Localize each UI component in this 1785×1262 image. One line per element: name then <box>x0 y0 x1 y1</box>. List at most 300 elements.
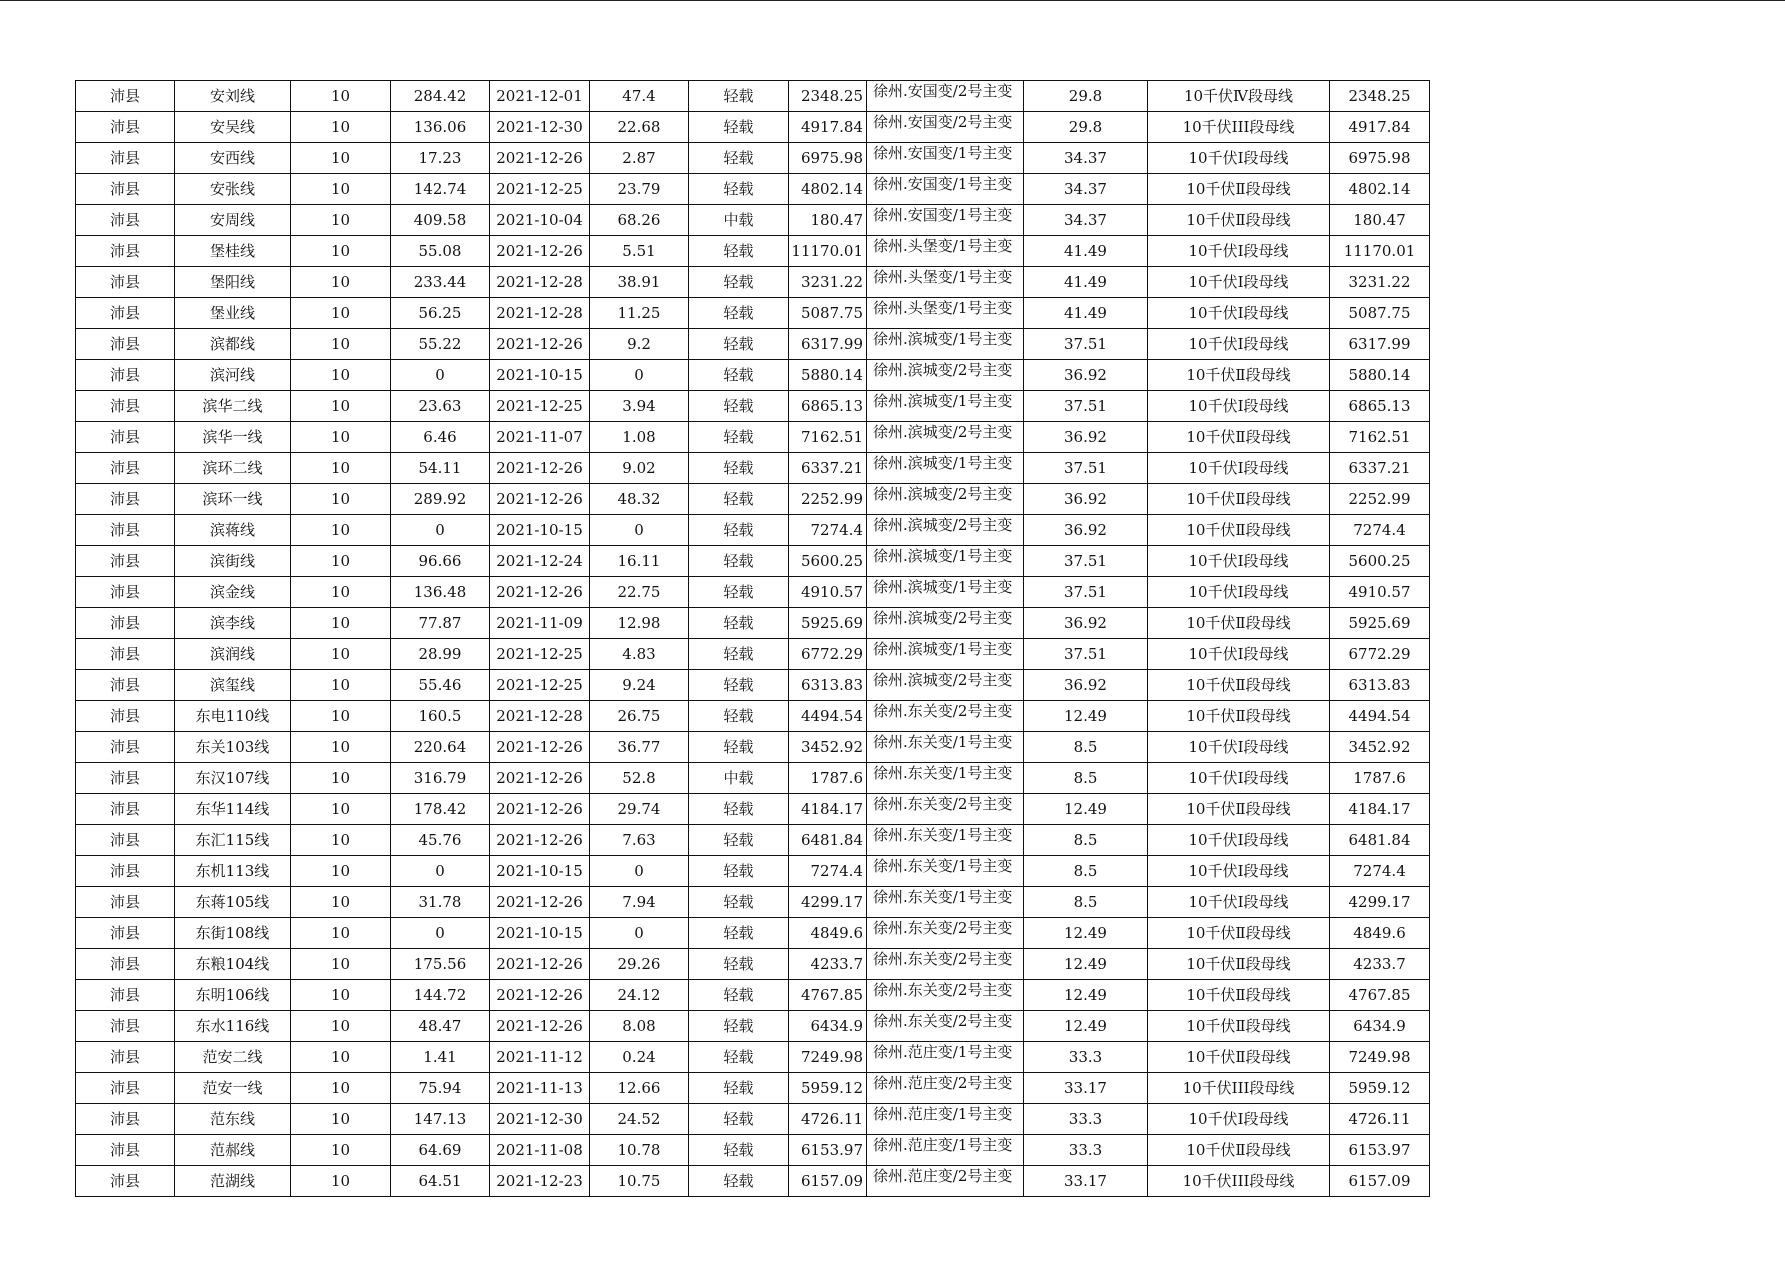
remaining-capacity-cell: 5087.75 <box>1330 298 1430 329</box>
load-rate-cell: 9.02 <box>590 453 689 484</box>
table-row <box>76 918 1430 949</box>
transformer-load-rate-cell: 33.3 <box>1024 1042 1148 1073</box>
bus-section-cell: 10千伏Ⅱ段母线 <box>1148 980 1330 1011</box>
substation-transformer-cell <box>867 329 1024 360</box>
substation-transformer-text: 徐州.东关变/2号主变 <box>873 1012 1013 1030</box>
bus-section-cell: 10千伏III段母线 <box>1148 1073 1330 1104</box>
substation-transformer-cell <box>867 546 1024 577</box>
county-cell: 沛县 <box>76 763 175 794</box>
remaining-capacity-cell: 5880.14 <box>1330 360 1430 391</box>
voltage-cell: 10 <box>291 670 391 701</box>
remaining-capacity-cell: 4910.57 <box>1330 577 1430 608</box>
load-status-cell: 轻载 <box>689 949 789 980</box>
available-capacity-cell: 4233.7 <box>789 949 867 980</box>
bus-section-cell: 10千伏Ⅰ段母线 <box>1148 267 1330 298</box>
table-row <box>76 81 1430 112</box>
voltage-cell: 10 <box>291 577 391 608</box>
county-cell: 沛县 <box>76 918 175 949</box>
date-cell: 2021-11-07 <box>490 422 590 453</box>
remaining-capacity-cell: 7249.98 <box>1330 1042 1430 1073</box>
load-rate-cell: 52.8 <box>590 763 689 794</box>
date-cell: 2021-10-15 <box>490 360 590 391</box>
table-row <box>76 205 1430 236</box>
table-row <box>76 1104 1430 1135</box>
table-row <box>76 1011 1430 1042</box>
load-rate-cell: 0 <box>590 360 689 391</box>
date-cell: 2021-12-24 <box>490 546 590 577</box>
load-value-cell: 136.48 <box>391 577 490 608</box>
table-row <box>76 794 1430 825</box>
county-cell: 沛县 <box>76 515 175 546</box>
substation-transformer-text: 徐州.滨城变/1号主变 <box>873 547 1013 565</box>
available-capacity-cell: 5087.75 <box>789 298 867 329</box>
feeder-load-table <box>75 80 1430 1197</box>
substation-transformer-cell <box>867 484 1024 515</box>
bus-section-cell: 10千伏Ⅳ段母线 <box>1148 81 1330 112</box>
load-status-cell: 轻载 <box>689 1104 789 1135</box>
table-row <box>76 608 1430 639</box>
load-rate-cell: 16.11 <box>590 546 689 577</box>
remaining-capacity-cell: 3231.22 <box>1330 267 1430 298</box>
load-rate-cell: 9.2 <box>590 329 689 360</box>
load-rate-cell: 38.91 <box>590 267 689 298</box>
transformer-load-rate-cell: 12.49 <box>1024 794 1148 825</box>
table-row <box>76 174 1430 205</box>
voltage-cell: 10 <box>291 81 391 112</box>
substation-transformer-cell <box>867 577 1024 608</box>
substation-transformer-cell <box>867 174 1024 205</box>
date-cell: 2021-12-26 <box>490 794 590 825</box>
load-rate-cell: 12.66 <box>590 1073 689 1104</box>
substation-transformer-text: 徐州.东关变/1号主变 <box>873 733 1013 751</box>
date-cell: 2021-12-26 <box>490 887 590 918</box>
table-row <box>76 639 1430 670</box>
county-cell: 沛县 <box>76 298 175 329</box>
county-cell: 沛县 <box>76 1104 175 1135</box>
date-cell: 2021-12-26 <box>490 236 590 267</box>
table-row <box>76 329 1430 360</box>
bus-section-cell: 10千伏III段母线 <box>1148 112 1330 143</box>
voltage-cell: 10 <box>291 825 391 856</box>
line-name-cell: 滨河线 <box>175 360 291 391</box>
bus-section-cell: 10千伏Ⅱ段母线 <box>1148 484 1330 515</box>
load-rate-cell: 7.94 <box>590 887 689 918</box>
date-cell: 2021-12-23 <box>490 1166 590 1197</box>
transformer-load-rate-cell: 36.92 <box>1024 670 1148 701</box>
load-rate-cell: 4.83 <box>590 639 689 670</box>
table-row <box>76 546 1430 577</box>
table-row <box>76 484 1430 515</box>
available-capacity-cell: 4767.85 <box>789 980 867 1011</box>
load-rate-cell: 29.74 <box>590 794 689 825</box>
substation-transformer-cell <box>867 1104 1024 1135</box>
county-cell: 沛县 <box>76 453 175 484</box>
county-cell: 沛县 <box>76 391 175 422</box>
load-value-cell: 64.51 <box>391 1166 490 1197</box>
load-value-cell: 28.99 <box>391 639 490 670</box>
load-value-cell: 77.87 <box>391 608 490 639</box>
date-cell: 2021-12-28 <box>490 701 590 732</box>
available-capacity-cell: 6865.13 <box>789 391 867 422</box>
line-name-cell: 东蒋105线 <box>175 887 291 918</box>
bus-section-cell: 10千伏Ⅱ段母线 <box>1148 174 1330 205</box>
date-cell: 2021-12-26 <box>490 1011 590 1042</box>
bus-section-cell: 10千伏Ⅱ段母线 <box>1148 515 1330 546</box>
bus-section-cell: 10千伏Ⅰ段母线 <box>1148 887 1330 918</box>
voltage-cell: 10 <box>291 732 391 763</box>
available-capacity-cell: 5925.69 <box>789 608 867 639</box>
substation-transformer-cell <box>867 980 1024 1011</box>
substation-transformer-text: 徐州.范庄变/2号主变 <box>873 1074 1013 1092</box>
substation-transformer-text: 徐州.范庄变/1号主变 <box>873 1043 1013 1061</box>
load-status-cell: 轻载 <box>689 1011 789 1042</box>
date-cell: 2021-11-09 <box>490 608 590 639</box>
bus-section-cell: 10千伏III段母线 <box>1148 1166 1330 1197</box>
page-top-rule <box>0 0 1785 1</box>
bus-section-cell: 10千伏Ⅰ段母线 <box>1148 453 1330 484</box>
load-value-cell: 142.74 <box>391 174 490 205</box>
voltage-cell: 10 <box>291 949 391 980</box>
load-value-cell: 48.47 <box>391 1011 490 1042</box>
line-name-cell: 滨华一线 <box>175 422 291 453</box>
substation-transformer-cell <box>867 205 1024 236</box>
remaining-capacity-cell: 3452.92 <box>1330 732 1430 763</box>
substation-transformer-cell <box>867 732 1024 763</box>
transformer-load-rate-cell: 34.37 <box>1024 205 1148 236</box>
bus-section-cell: 10千伏Ⅰ段母线 <box>1148 143 1330 174</box>
voltage-cell: 10 <box>291 422 391 453</box>
line-name-cell: 安西线 <box>175 143 291 174</box>
load-value-cell: 147.13 <box>391 1104 490 1135</box>
load-rate-cell: 5.51 <box>590 236 689 267</box>
line-name-cell: 东华114线 <box>175 794 291 825</box>
load-value-cell: 144.72 <box>391 980 490 1011</box>
remaining-capacity-cell: 6772.29 <box>1330 639 1430 670</box>
voltage-cell: 10 <box>291 236 391 267</box>
county-cell: 沛县 <box>76 1042 175 1073</box>
county-cell: 沛县 <box>76 1135 175 1166</box>
transformer-load-rate-cell: 41.49 <box>1024 298 1148 329</box>
available-capacity-cell: 4184.17 <box>789 794 867 825</box>
remaining-capacity-cell: 6153.97 <box>1330 1135 1430 1166</box>
bus-section-cell: 10千伏Ⅱ段母线 <box>1148 608 1330 639</box>
load-status-cell: 轻载 <box>689 112 789 143</box>
load-value-cell: 45.76 <box>391 825 490 856</box>
substation-transformer-cell <box>867 143 1024 174</box>
remaining-capacity-cell: 4184.17 <box>1330 794 1430 825</box>
available-capacity-cell: 4494.54 <box>789 701 867 732</box>
available-capacity-cell: 6337.21 <box>789 453 867 484</box>
line-name-cell: 东水116线 <box>175 1011 291 1042</box>
line-name-cell: 安张线 <box>175 174 291 205</box>
table-row <box>76 391 1430 422</box>
county-cell: 沛县 <box>76 546 175 577</box>
transformer-load-rate-cell: 37.51 <box>1024 546 1148 577</box>
load-value-cell: 23.63 <box>391 391 490 422</box>
load-status-cell: 轻载 <box>689 453 789 484</box>
available-capacity-cell: 6481.84 <box>789 825 867 856</box>
date-cell: 2021-12-26 <box>490 949 590 980</box>
date-cell: 2021-10-15 <box>490 856 590 887</box>
substation-transformer-text: 徐州.滨城变/1号主变 <box>873 640 1013 658</box>
remaining-capacity-cell: 5925.69 <box>1330 608 1430 639</box>
bus-section-cell: 10千伏Ⅱ段母线 <box>1148 1042 1330 1073</box>
voltage-cell: 10 <box>291 1166 391 1197</box>
remaining-capacity-cell: 2252.99 <box>1330 484 1430 515</box>
line-name-cell: 东机113线 <box>175 856 291 887</box>
voltage-cell: 10 <box>291 546 391 577</box>
county-cell: 沛县 <box>76 112 175 143</box>
line-name-cell: 范安一线 <box>175 1073 291 1104</box>
county-cell: 沛县 <box>76 794 175 825</box>
date-cell: 2021-12-26 <box>490 484 590 515</box>
transformer-load-rate-cell: 36.92 <box>1024 608 1148 639</box>
load-rate-cell: 24.12 <box>590 980 689 1011</box>
remaining-capacity-cell: 6157.09 <box>1330 1166 1430 1197</box>
load-rate-cell: 1.08 <box>590 422 689 453</box>
remaining-capacity-cell: 4726.11 <box>1330 1104 1430 1135</box>
county-cell: 沛县 <box>76 422 175 453</box>
voltage-cell: 10 <box>291 639 391 670</box>
available-capacity-cell: 5880.14 <box>789 360 867 391</box>
line-name-cell: 东汇115线 <box>175 825 291 856</box>
bus-section-cell: 10千伏Ⅰ段母线 <box>1148 639 1330 670</box>
bus-section-cell: 10千伏Ⅱ段母线 <box>1148 701 1330 732</box>
date-cell: 2021-12-26 <box>490 577 590 608</box>
available-capacity-cell: 4299.17 <box>789 887 867 918</box>
load-status-cell: 轻载 <box>689 81 789 112</box>
transformer-load-rate-cell: 33.17 <box>1024 1166 1148 1197</box>
date-cell: 2021-12-26 <box>490 143 590 174</box>
remaining-capacity-cell: 2348.25 <box>1330 81 1430 112</box>
available-capacity-cell: 6153.97 <box>789 1135 867 1166</box>
voltage-cell: 10 <box>291 453 391 484</box>
table-row <box>76 422 1430 453</box>
voltage-cell: 10 <box>291 918 391 949</box>
voltage-cell: 10 <box>291 360 391 391</box>
bus-section-cell: 10千伏Ⅰ段母线 <box>1148 391 1330 422</box>
voltage-cell: 10 <box>291 329 391 360</box>
bus-section-cell: 10千伏Ⅰ段母线 <box>1148 732 1330 763</box>
substation-transformer-text: 徐州.东关变/2号主变 <box>873 919 1013 937</box>
remaining-capacity-cell: 11170.01 <box>1330 236 1430 267</box>
transformer-load-rate-cell: 37.51 <box>1024 391 1148 422</box>
available-capacity-cell: 3452.92 <box>789 732 867 763</box>
available-capacity-cell: 6434.9 <box>789 1011 867 1042</box>
county-cell: 沛县 <box>76 670 175 701</box>
substation-transformer-cell <box>867 856 1024 887</box>
county-cell: 沛县 <box>76 608 175 639</box>
available-capacity-cell: 11170.01 <box>789 236 867 267</box>
date-cell: 2021-12-26 <box>490 763 590 794</box>
load-value-cell: 75.94 <box>391 1073 490 1104</box>
table-body <box>76 81 1430 1197</box>
available-capacity-cell: 3231.22 <box>789 267 867 298</box>
available-capacity-cell: 2348.25 <box>789 81 867 112</box>
remaining-capacity-cell: 7162.51 <box>1330 422 1430 453</box>
load-status-cell: 轻载 <box>689 1042 789 1073</box>
available-capacity-cell: 180.47 <box>789 205 867 236</box>
substation-transformer-text: 徐州.范庄变/1号主变 <box>873 1136 1013 1154</box>
transformer-load-rate-cell: 8.5 <box>1024 825 1148 856</box>
voltage-cell: 10 <box>291 1073 391 1104</box>
remaining-capacity-cell: 4767.85 <box>1330 980 1430 1011</box>
substation-transformer-cell <box>867 453 1024 484</box>
load-value-cell: 6.46 <box>391 422 490 453</box>
load-rate-cell: 10.75 <box>590 1166 689 1197</box>
county-cell: 沛县 <box>76 174 175 205</box>
remaining-capacity-cell: 6434.9 <box>1330 1011 1430 1042</box>
substation-transformer-text: 徐州.安国变/1号主变 <box>873 206 1013 224</box>
date-cell: 2021-12-25 <box>490 174 590 205</box>
available-capacity-cell: 5600.25 <box>789 546 867 577</box>
county-cell: 沛县 <box>76 267 175 298</box>
substation-transformer-text: 徐州.滨城变/1号主变 <box>873 578 1013 596</box>
line-name-cell: 范湖线 <box>175 1166 291 1197</box>
substation-transformer-text: 徐州.滨城变/2号主变 <box>873 516 1013 534</box>
substation-transformer-text: 徐州.滨城变/1号主变 <box>873 454 1013 472</box>
voltage-cell: 10 <box>291 267 391 298</box>
line-name-cell: 东粮104线 <box>175 949 291 980</box>
load-rate-cell: 0.24 <box>590 1042 689 1073</box>
transformer-load-rate-cell: 12.49 <box>1024 949 1148 980</box>
load-rate-cell: 3.94 <box>590 391 689 422</box>
load-status-cell: 轻载 <box>689 546 789 577</box>
transformer-load-rate-cell: 12.49 <box>1024 980 1148 1011</box>
load-status-cell: 轻载 <box>689 701 789 732</box>
load-value-cell: 220.64 <box>391 732 490 763</box>
transformer-load-rate-cell: 37.51 <box>1024 639 1148 670</box>
bus-section-cell: 10千伏Ⅰ段母线 <box>1148 825 1330 856</box>
substation-transformer-text: 徐州.滨城变/2号主变 <box>873 423 1013 441</box>
date-cell: 2021-12-26 <box>490 453 590 484</box>
substation-transformer-text: 徐州.安国变/1号主变 <box>873 144 1013 162</box>
voltage-cell: 10 <box>291 112 391 143</box>
bus-section-cell: 10千伏Ⅰ段母线 <box>1148 577 1330 608</box>
bus-section-cell: 10千伏Ⅱ段母线 <box>1148 670 1330 701</box>
substation-transformer-text: 徐州.头堡变/1号主变 <box>873 268 1013 286</box>
date-cell: 2021-12-26 <box>490 329 590 360</box>
date-cell: 2021-11-08 <box>490 1135 590 1166</box>
voltage-cell: 10 <box>291 143 391 174</box>
load-value-cell: 0 <box>391 515 490 546</box>
bus-section-cell: 10千伏Ⅰ段母线 <box>1148 856 1330 887</box>
county-cell: 沛县 <box>76 949 175 980</box>
load-status-cell: 轻载 <box>689 918 789 949</box>
load-status-cell: 中载 <box>689 763 789 794</box>
load-rate-cell: 68.26 <box>590 205 689 236</box>
load-rate-cell: 10.78 <box>590 1135 689 1166</box>
load-rate-cell: 11.25 <box>590 298 689 329</box>
load-value-cell: 31.78 <box>391 887 490 918</box>
line-name-cell: 东关103线 <box>175 732 291 763</box>
substation-transformer-text: 徐州.东关变/2号主变 <box>873 950 1013 968</box>
load-value-cell: 17.23 <box>391 143 490 174</box>
line-name-cell: 滨金线 <box>175 577 291 608</box>
table-row <box>76 298 1430 329</box>
remaining-capacity-cell: 180.47 <box>1330 205 1430 236</box>
voltage-cell: 10 <box>291 763 391 794</box>
substation-transformer-text: 徐州.东关变/2号主变 <box>873 795 1013 813</box>
transformer-load-rate-cell: 8.5 <box>1024 856 1148 887</box>
available-capacity-cell: 5959.12 <box>789 1073 867 1104</box>
load-value-cell: 233.44 <box>391 267 490 298</box>
load-rate-cell: 9.24 <box>590 670 689 701</box>
line-name-cell: 滨环二线 <box>175 453 291 484</box>
date-cell: 2021-12-30 <box>490 112 590 143</box>
remaining-capacity-cell: 4299.17 <box>1330 887 1430 918</box>
table-row <box>76 949 1430 980</box>
line-name-cell: 滨华二线 <box>175 391 291 422</box>
remaining-capacity-cell: 6317.99 <box>1330 329 1430 360</box>
bus-section-cell: 10千伏Ⅰ段母线 <box>1148 236 1330 267</box>
load-status-cell: 轻载 <box>689 887 789 918</box>
load-status-cell: 轻载 <box>689 174 789 205</box>
transformer-load-rate-cell: 33.17 <box>1024 1073 1148 1104</box>
table-row <box>76 143 1430 174</box>
bus-section-cell: 10千伏Ⅱ段母线 <box>1148 918 1330 949</box>
line-name-cell: 范东线 <box>175 1104 291 1135</box>
substation-transformer-cell <box>867 391 1024 422</box>
county-cell: 沛县 <box>76 484 175 515</box>
load-value-cell: 160.5 <box>391 701 490 732</box>
line-name-cell: 滨都线 <box>175 329 291 360</box>
transformer-load-rate-cell: 33.3 <box>1024 1135 1148 1166</box>
remaining-capacity-cell: 6865.13 <box>1330 391 1430 422</box>
table-row <box>76 360 1430 391</box>
county-cell: 沛县 <box>76 856 175 887</box>
available-capacity-cell: 4910.57 <box>789 577 867 608</box>
substation-transformer-text: 徐州.头堡变/1号主变 <box>873 237 1013 255</box>
line-name-cell: 堡阳线 <box>175 267 291 298</box>
load-value-cell: 55.46 <box>391 670 490 701</box>
load-status-cell: 轻载 <box>689 980 789 1011</box>
substation-transformer-text: 徐州.滨城变/2号主变 <box>873 485 1013 503</box>
available-capacity-cell: 6317.99 <box>789 329 867 360</box>
available-capacity-cell: 6157.09 <box>789 1166 867 1197</box>
load-value-cell: 0 <box>391 856 490 887</box>
transformer-load-rate-cell: 34.37 <box>1024 174 1148 205</box>
county-cell: 沛县 <box>76 701 175 732</box>
bus-section-cell: 10千伏Ⅱ段母线 <box>1148 949 1330 980</box>
load-value-cell: 1.41 <box>391 1042 490 1073</box>
substation-transformer-cell <box>867 639 1024 670</box>
transformer-load-rate-cell: 12.49 <box>1024 918 1148 949</box>
transformer-load-rate-cell: 33.3 <box>1024 1104 1148 1135</box>
voltage-cell: 10 <box>291 298 391 329</box>
county-cell: 沛县 <box>76 1011 175 1042</box>
line-name-cell: 东街108线 <box>175 918 291 949</box>
load-status-cell: 轻载 <box>689 1073 789 1104</box>
table-row <box>76 267 1430 298</box>
load-rate-cell: 0 <box>590 856 689 887</box>
county-cell: 沛县 <box>76 1073 175 1104</box>
line-name-cell: 安吴线 <box>175 112 291 143</box>
load-value-cell: 178.42 <box>391 794 490 825</box>
date-cell: 2021-12-25 <box>490 391 590 422</box>
voltage-cell: 10 <box>291 1011 391 1042</box>
substation-transformer-cell <box>867 267 1024 298</box>
substation-transformer-cell <box>867 515 1024 546</box>
line-name-cell: 范安二线 <box>175 1042 291 1073</box>
substation-transformer-cell <box>867 1042 1024 1073</box>
load-status-cell: 轻载 <box>689 608 789 639</box>
load-value-cell: 175.56 <box>391 949 490 980</box>
substation-transformer-cell <box>867 236 1024 267</box>
available-capacity-cell: 7162.51 <box>789 422 867 453</box>
bus-section-cell: 10千伏Ⅱ段母线 <box>1148 422 1330 453</box>
bus-section-cell: 10千伏Ⅰ段母线 <box>1148 546 1330 577</box>
